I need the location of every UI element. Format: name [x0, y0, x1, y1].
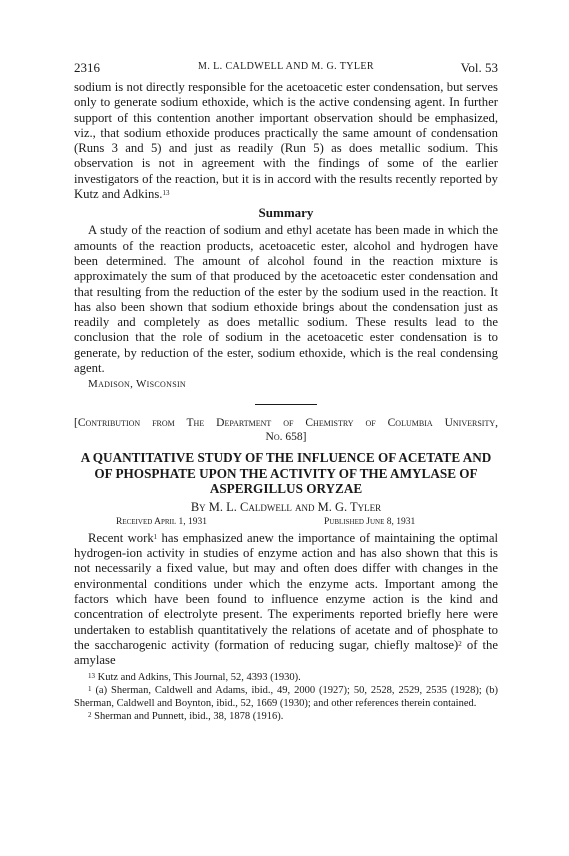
- intro-paragraph-text: sodium is not directly responsible for the acetoacetic ester condensation, but serves only to generate sodium ethoxide, which is the active condensing agent. In further support of this contention another important observation should be emphasized, viz., that sodium ethoxide produces practically the same amount of condensation (Runs 3 and 5) and just as readily (Run 5) as does metallic sodium. This observation is not in agreement with the findings of some of the earlier investigators of the reaction, but it is in accord with the results recently reported by Kutz and Adkins.: [74, 80, 498, 202]
- contribution-line-1: [Contribution from The Department of Chemistry of Columbia University,: [74, 417, 498, 430]
- summary-heading: Summary: [258, 205, 314, 221]
- published-date: Published June 8, 1931: [324, 516, 416, 527]
- article-paragraph: [74, 531, 498, 669]
- page-header: [74, 60, 498, 80]
- footnote-mark: 1: [88, 684, 92, 693]
- contribution-line-2: No. 658]: [265, 431, 307, 444]
- journal-page: [74, 60, 498, 723]
- section-divider: [255, 404, 317, 405]
- article-body: [74, 531, 498, 669]
- footnote-ref: 2: [458, 639, 462, 648]
- footnote-ref: 13: [162, 189, 170, 198]
- footnote: [74, 671, 498, 684]
- intro-paragraph: [74, 80, 498, 202]
- footnote-text: Sherman and Punnett, ibid., 38, 1878 (1916).: [94, 710, 284, 722]
- footnotes: [74, 671, 498, 723]
- footnote-mark: 13: [88, 671, 95, 680]
- summary-paragraph: A study of the reaction of sodium and ethyl acetate has been made in which the amounts of the reaction products, acetoacetic ester, alcohol and hydrogen have been determined. The amount of alcohol found in the reaction mixture is approximately the sum of that produced by the acetoacetic ester condensation and that resulting from the reduction of the ester by the sodium used in the reaction. It has also been shown that sodium ethoxide brings about the condensation just as readily and completely as does metallic sodium. These results lead to the conclusion that the role of sodium in the acetoacetic ester condensation is to generate, by reduction of the ester, sodium ethoxide, which is the real condensing agent.: [74, 223, 498, 376]
- volume-label: Vol. 53: [460, 60, 498, 75]
- footnote-ref: 1: [153, 532, 158, 541]
- footnote: [74, 710, 498, 723]
- article-title: A QUANTITATIVE STUDY OF THE INFLUENCE OF ACETATE AND OF PHOSPHATE UPON THE ACTIVITY OF THE AMYLASE OF ASPERGILLUS ORYZAE: [80, 450, 492, 497]
- received-date: Received April 1, 1931: [116, 516, 208, 527]
- footnote-mark: 2: [88, 710, 92, 719]
- location-line: Madison, Wisconsin: [88, 378, 186, 391]
- footnote-text: (a) Sherman, Caldwell and Adams, ibid., 49, 2000 (1927); 50, 2528, 2529, 2535 (1928); (b) Sherman, Caldwell and Boynton, ibid., 52, 1669 (1930); and other references therein contained.: [74, 684, 499, 709]
- dates-line: [74, 516, 498, 531]
- page-number: 2316: [74, 60, 100, 75]
- body-text-part2: has emphasized anew the importance of maintaining the optimal hydrogen-ion activity in studies of enzyme action and has also shown that this is not necessarily a fixed value, but may and often does differ with changes in the environmental conditions under which the enzyme acts. Important among the factors which have been found to influence enzyme action is the kind and concentration of electrolyte present. The experiments reported briefly here were undertaken to establish quantitatively the relations of acetate and of phosphate to the saccharogenic activity (formation of reducing sugar, chiefly maltose): [74, 530, 498, 652]
- body-text-part3: of the amylase: [74, 637, 499, 668]
- footnote: [74, 684, 498, 710]
- running-head: M. L. CALDWELL AND M. G. TYLER: [198, 61, 374, 72]
- article-authors: By M. L. Caldwell and M. G. Tyler: [190, 499, 382, 514]
- footnote-text: Kutz and Adkins, This Journal, 52, 4393 (1930).: [97, 671, 301, 683]
- body-text-part1: Recent work: [88, 530, 154, 545]
- contribution-note: [74, 416, 498, 444]
